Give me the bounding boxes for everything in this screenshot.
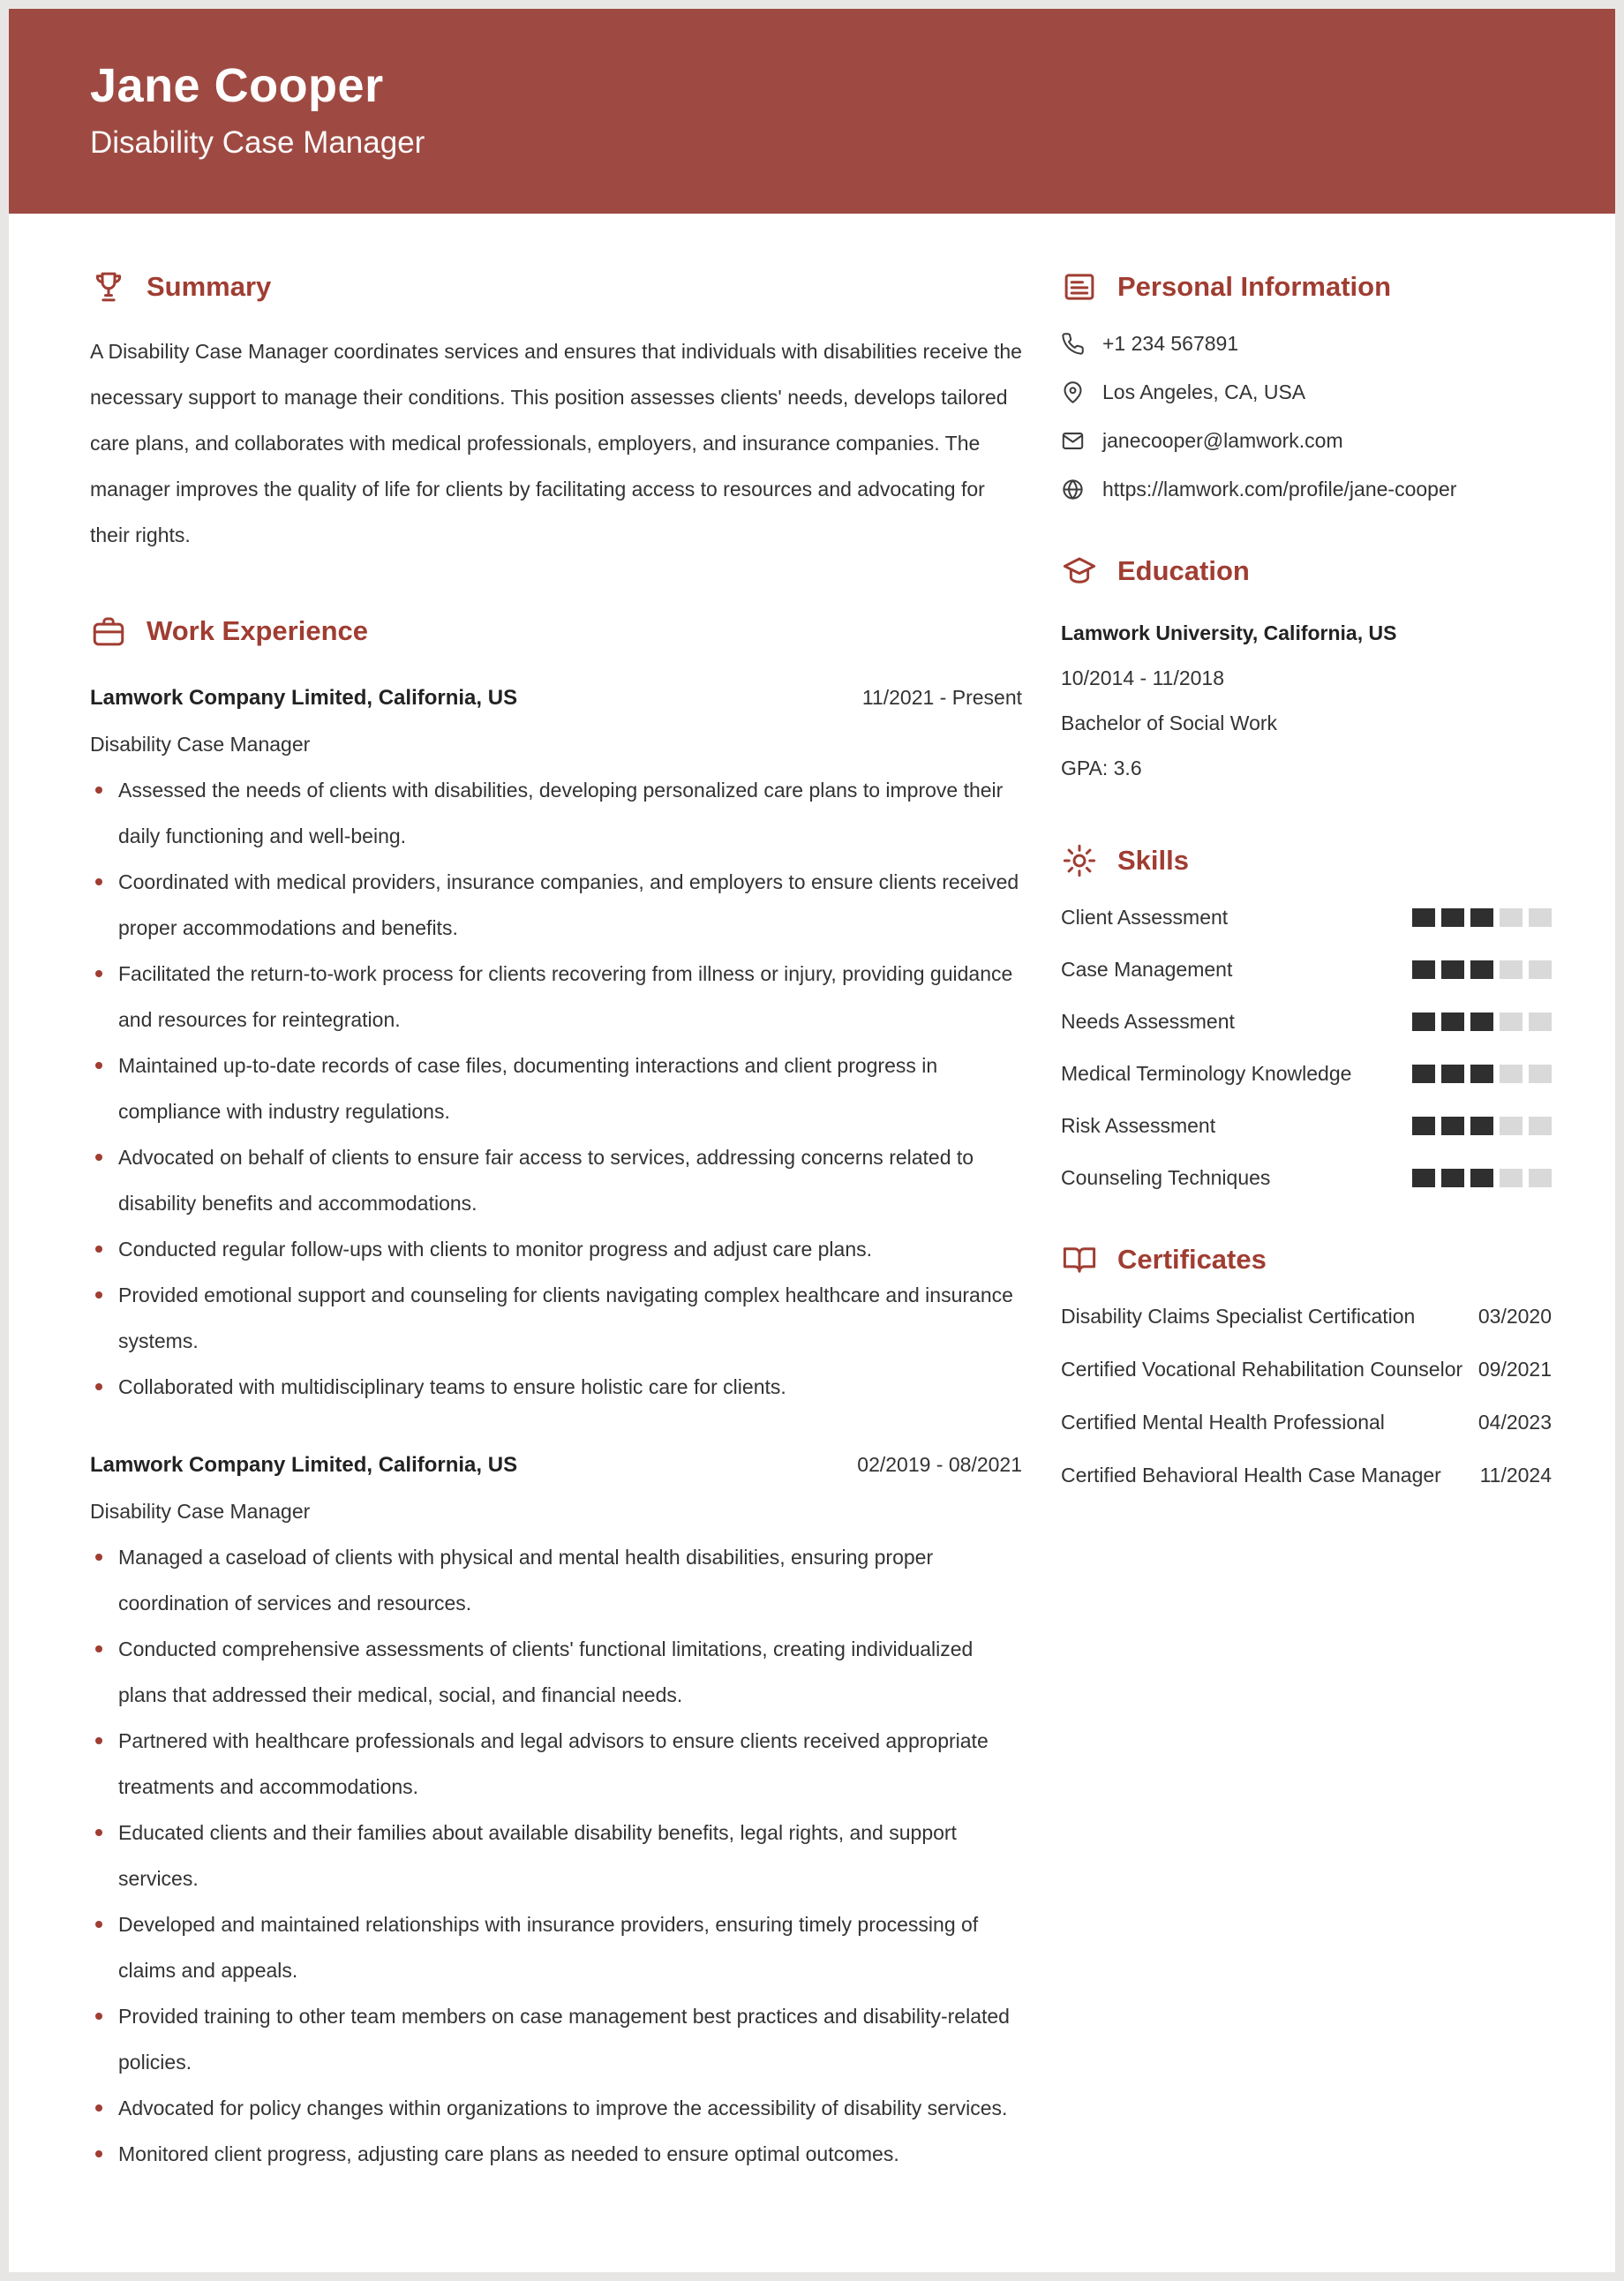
education-section (1061, 553, 1552, 791)
skill-level-indicator (1412, 1013, 1552, 1031)
skills-section-heading (1061, 842, 1552, 879)
summary-text: A Disability Case Manager coordinates services and ensures that individuals with disabilities receive the necessary support to manage their conditions. This position assesses clients' needs, develops tailored care plans, and collaborates with medical professionals, employers, and insurance companies. The manager improves the quality of life for clients by facilitating access to resources and advocating for their rights. (90, 340, 1022, 546)
skill-level-indicator (1412, 960, 1552, 979)
experience-bullet: Conducted regular follow-ups with clients to monitor progress and adjust care plans. (90, 1226, 1022, 1272)
skill-row (1061, 906, 1552, 930)
education-details (1061, 611, 1552, 791)
role-title: Disability Case Manager (90, 733, 311, 756)
profile-url: https://lamwork.com/profile/jane-cooper (1102, 478, 1457, 501)
skill-level-square (1441, 1169, 1464, 1187)
skills-list (1061, 906, 1552, 1190)
skill-row (1061, 1114, 1552, 1138)
skill-level-square (1470, 1117, 1493, 1135)
skill-level-square (1441, 960, 1464, 979)
school-name: Lamwork University, California, US (1061, 621, 1397, 644)
experience-bullet: Advocated on behalf of clients to ensure fair access to services, addressing concerns related to disability benefits and accommodations. (90, 1134, 1022, 1226)
email-address: janecooper@lamwork.com (1102, 429, 1343, 452)
skill-row (1061, 1062, 1552, 1086)
skill-level-indicator (1412, 908, 1552, 927)
certificate-row (1061, 1305, 1552, 1329)
right-column (1061, 268, 1552, 2177)
skill-level-square (1500, 908, 1522, 927)
degree-name: Bachelor of Social Work (1061, 711, 1278, 734)
skill-level-square (1529, 1117, 1552, 1135)
education-heading-label: Education (1117, 555, 1250, 586)
skill-level-square (1470, 1169, 1493, 1187)
role-title: Disability Case Manager (90, 1500, 311, 1523)
skill-level-square (1412, 908, 1435, 927)
globe-icon (1061, 478, 1085, 501)
work-entry-head (90, 674, 1022, 721)
education-section-heading (1061, 553, 1552, 590)
location-pin-icon (1061, 380, 1085, 404)
trophy-icon (90, 268, 127, 305)
skill-label: Client Assessment (1061, 906, 1229, 929)
work-entry-head (90, 1442, 1022, 1488)
work-heading-label: Work Experience (147, 615, 368, 646)
experience-bullet: Educated clients and their families about available disability benefits, legal rights, and support services. (90, 1810, 1022, 1901)
certificate-row (1061, 1358, 1552, 1381)
skill-label: Counseling Techniques (1061, 1166, 1271, 1189)
contact-item-phone (1061, 332, 1552, 356)
personal-info-section-heading (1061, 268, 1552, 305)
candidate-name: Jane Cooper (90, 59, 384, 112)
skills-heading-label: Skills (1117, 845, 1189, 876)
certificate-date: 11/2024 (1479, 1464, 1552, 1487)
skills-section (1061, 842, 1552, 1190)
certificates-section-heading (1061, 1241, 1552, 1278)
experience-bullet: Assessed the needs of clients with disabilities, developing personalized care plans to improve their daily functioning and well-being. (90, 767, 1022, 859)
certificates-heading-label: Certificates (1117, 1244, 1267, 1275)
work-entry (90, 674, 1022, 1410)
graduation-cap-icon (1061, 553, 1098, 590)
briefcase-icon (90, 613, 127, 650)
company-name: Lamwork Company Limited, California, US (90, 686, 518, 710)
certificates-section (1061, 1241, 1552, 1487)
certificate-date: 09/2021 (1477, 1358, 1552, 1381)
certificate-name: Certified Vocational Rehabilitation Counselor (1061, 1358, 1463, 1381)
skill-level-square (1529, 1065, 1552, 1083)
skill-level-square (1529, 1169, 1552, 1187)
skill-level-square (1500, 1117, 1522, 1135)
phone-number: +1 234 567891 (1102, 332, 1239, 355)
skill-level-square (1500, 1169, 1522, 1187)
left-column (90, 268, 1022, 2177)
experience-bullet: Conducted comprehensive assessments of clients' functional limitations, creating individualized plans that addressed their medical, social, and financial needs. (90, 1626, 1022, 1718)
experience-bullet: Monitored client progress, adjusting care plans as needed to ensure optimal outcomes. (90, 2131, 1022, 2177)
skill-level-square (1441, 908, 1464, 927)
experience-bullet-list (90, 1534, 1022, 2177)
work-entry (90, 1442, 1022, 2177)
certificate-name: Disability Claims Specialist Certification (1061, 1305, 1416, 1328)
skill-level-square (1529, 1013, 1552, 1031)
summary-heading-label: Summary (147, 271, 272, 302)
experience-bullet: Provided training to other team members on case management best practices and disability-related policies. (90, 1993, 1022, 2085)
certificate-date: 04/2023 (1477, 1411, 1552, 1434)
skill-label: Medical Terminology Knowledge (1061, 1062, 1352, 1085)
skill-level-indicator (1412, 1169, 1552, 1187)
skill-level-indicator (1412, 1065, 1552, 1083)
certificate-name: Certified Behavioral Health Case Manager (1061, 1464, 1441, 1487)
content-columns (9, 214, 1615, 2177)
work-experience-section (90, 613, 1022, 2177)
email-icon (1061, 429, 1085, 453)
contact-item-location (1061, 380, 1552, 404)
skill-level-square (1412, 1065, 1435, 1083)
experience-bullet: Coordinated with medical providers, insurance companies, and employers to ensure clients received proper accommodations and benefits. (90, 859, 1022, 951)
skill-level-square (1412, 1117, 1435, 1135)
skill-row (1061, 1010, 1552, 1034)
phone-icon (1061, 332, 1085, 356)
experience-bullet: Developed and maintained relationships with insurance providers, ensuring timely processing of claims and appeals. (90, 1901, 1022, 1993)
contact-list (1061, 332, 1552, 501)
contact-item-email (1061, 429, 1552, 453)
skill-level-square (1470, 1013, 1493, 1031)
skill-label: Needs Assessment (1061, 1010, 1235, 1033)
experience-bullet: Managed a caseload of clients with physical and mental health disabilities, ensuring proper coordination of services and resources. (90, 1534, 1022, 1626)
skill-level-square (1441, 1117, 1464, 1135)
skill-level-square (1529, 908, 1552, 927)
gear-icon (1061, 842, 1098, 879)
experience-bullet: Partnered with healthcare professionals and legal advisors to ensure clients received appropriate treatments and accommodations. (90, 1718, 1022, 1810)
experience-bullet-list (90, 767, 1022, 1410)
certificate-row (1061, 1464, 1552, 1487)
employment-dates: 02/2019 - 08/2021 (857, 1453, 1022, 1476)
skill-level-square (1412, 1169, 1435, 1187)
experience-bullet: Facilitated the return-to-work process for clients recovering from illness or injury, providing guidance and resources for reintegration. (90, 951, 1022, 1043)
skill-level-square (1470, 1065, 1493, 1083)
certificate-name: Certified Mental Health Professional (1061, 1411, 1385, 1434)
certificate-row (1061, 1411, 1552, 1434)
skill-level-square (1500, 960, 1522, 979)
experience-bullet: Collaborated with multidisciplinary teams to ensure holistic care for clients. (90, 1364, 1022, 1410)
employment-dates: 11/2021 - Present (861, 686, 1022, 709)
skill-level-square (1470, 908, 1493, 927)
work-section-heading (90, 613, 1022, 650)
experience-bullet: Provided emotional support and counseling for clients navigating complex healthcare and insurance systems. (90, 1272, 1022, 1364)
skill-level-square (1529, 960, 1552, 979)
experience-bullet: Advocated for policy changes within organizations to improve the accessibility of disability services. (90, 2085, 1022, 2131)
skill-level-square (1441, 1013, 1464, 1031)
gpa-value: GPA: 3.6 (1061, 757, 1142, 779)
resume-sheet (9, 9, 1615, 2272)
candidate-job-title: Disability Case Manager (90, 125, 425, 160)
certificate-date: 03/2020 (1477, 1305, 1552, 1328)
skill-level-square (1441, 1065, 1464, 1083)
skill-row (1061, 958, 1552, 982)
location-text: Los Angeles, CA, USA (1102, 380, 1306, 403)
header-banner (9, 9, 1615, 214)
skill-level-square (1500, 1013, 1522, 1031)
company-name: Lamwork Company Limited, California, US (90, 1453, 518, 1477)
personal-info-heading-label: Personal Information (1117, 271, 1392, 302)
skill-row (1061, 1166, 1552, 1190)
skill-level-indicator (1412, 1117, 1552, 1135)
skill-label: Case Management (1061, 958, 1233, 981)
skill-level-square (1470, 960, 1493, 979)
summary-section-heading (90, 268, 1022, 305)
certificates-list (1061, 1305, 1552, 1487)
skill-level-square (1412, 960, 1435, 979)
skill-level-square (1500, 1065, 1522, 1083)
open-book-icon (1061, 1241, 1098, 1278)
education-dates: 10/2014 - 11/2018 (1061, 666, 1225, 689)
contact-item-website (1061, 478, 1552, 501)
skill-label: Risk Assessment (1061, 1114, 1216, 1137)
experience-bullet: Maintained up-to-date records of case files, documenting interactions and client progress in compliance with industry regulations. (90, 1043, 1022, 1134)
skill-level-square (1412, 1013, 1435, 1031)
id-card-icon (1061, 268, 1098, 305)
